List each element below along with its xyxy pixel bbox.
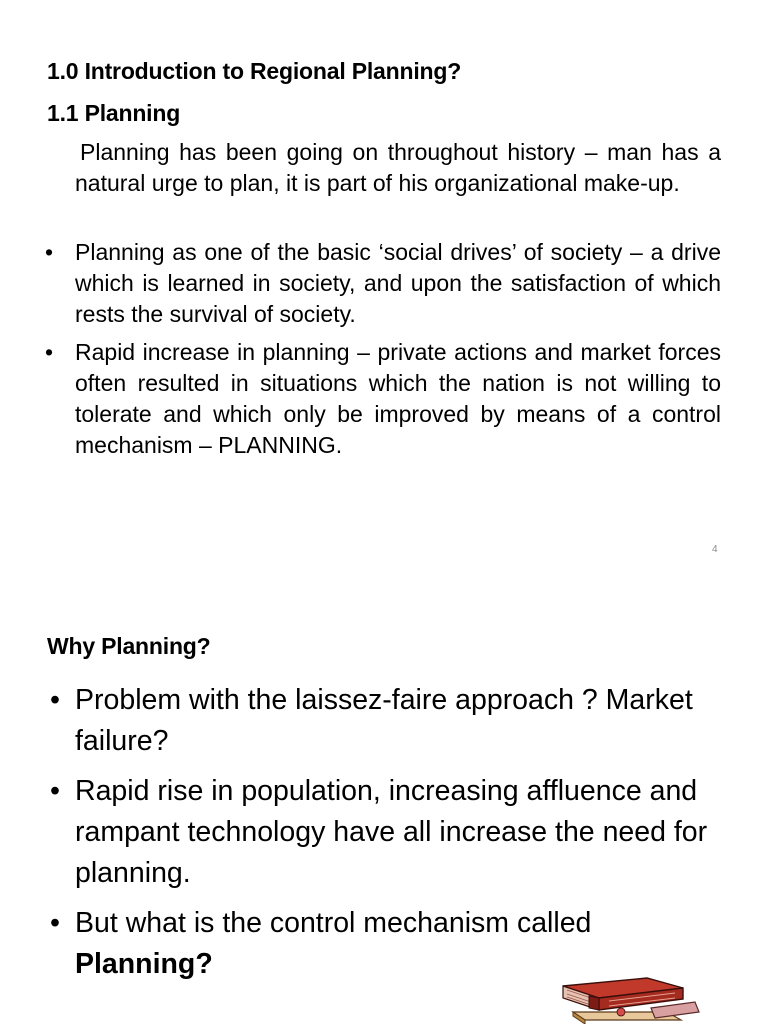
list-item — [50, 771, 721, 894]
bullet-icon: • — [50, 775, 60, 807]
bullet-icon: • — [45, 339, 54, 365]
bullet-text — [75, 680, 721, 762]
bullet-text-main: Problem with the laissez-faire approach ? Market failure? — [75, 684, 693, 757]
slide-title: Why Planning? — [47, 633, 211, 659]
slide-2 — [0, 580, 768, 1024]
list-item — [45, 337, 721, 461]
list-item — [50, 680, 721, 762]
bullet-text-bold: Planning? — [75, 948, 213, 980]
bullet-text-main: But what is the control mechanism called — [75, 907, 592, 939]
bullet-icon: • — [50, 684, 60, 716]
bullet-text — [75, 771, 721, 894]
list-item — [45, 237, 721, 330]
bullet-icon: • — [50, 907, 60, 939]
page-number: 4 — [712, 544, 718, 555]
bullet-text: Rapid increase in planning – private actions and market forces often resulted in situations which the nation is not willing to tolerate and which only be improved by means of a control mechanism – PLANNING. — [75, 339, 721, 458]
slide-title: 1.0 Introduction to Regional Planning? — [47, 58, 462, 84]
bullet-text: Planning as one of the basic ‘social drives’ of society – a drive which is learned in society, and upon the satisfaction of which rests the survival of society. — [75, 239, 721, 327]
intro-paragraph: Planning has been going on throughout history – man has a natural urge to plan, it is part of his organizational make-up. — [75, 139, 721, 196]
section-heading: 1.1 Planning — [47, 100, 181, 126]
bullet-icon: • — [45, 239, 54, 265]
bullet-text-main: Rapid rise in population, increasing affluence and rampant technology have all increase the need for planning. — [75, 775, 708, 889]
stack-of-books-icon — [555, 972, 705, 1024]
